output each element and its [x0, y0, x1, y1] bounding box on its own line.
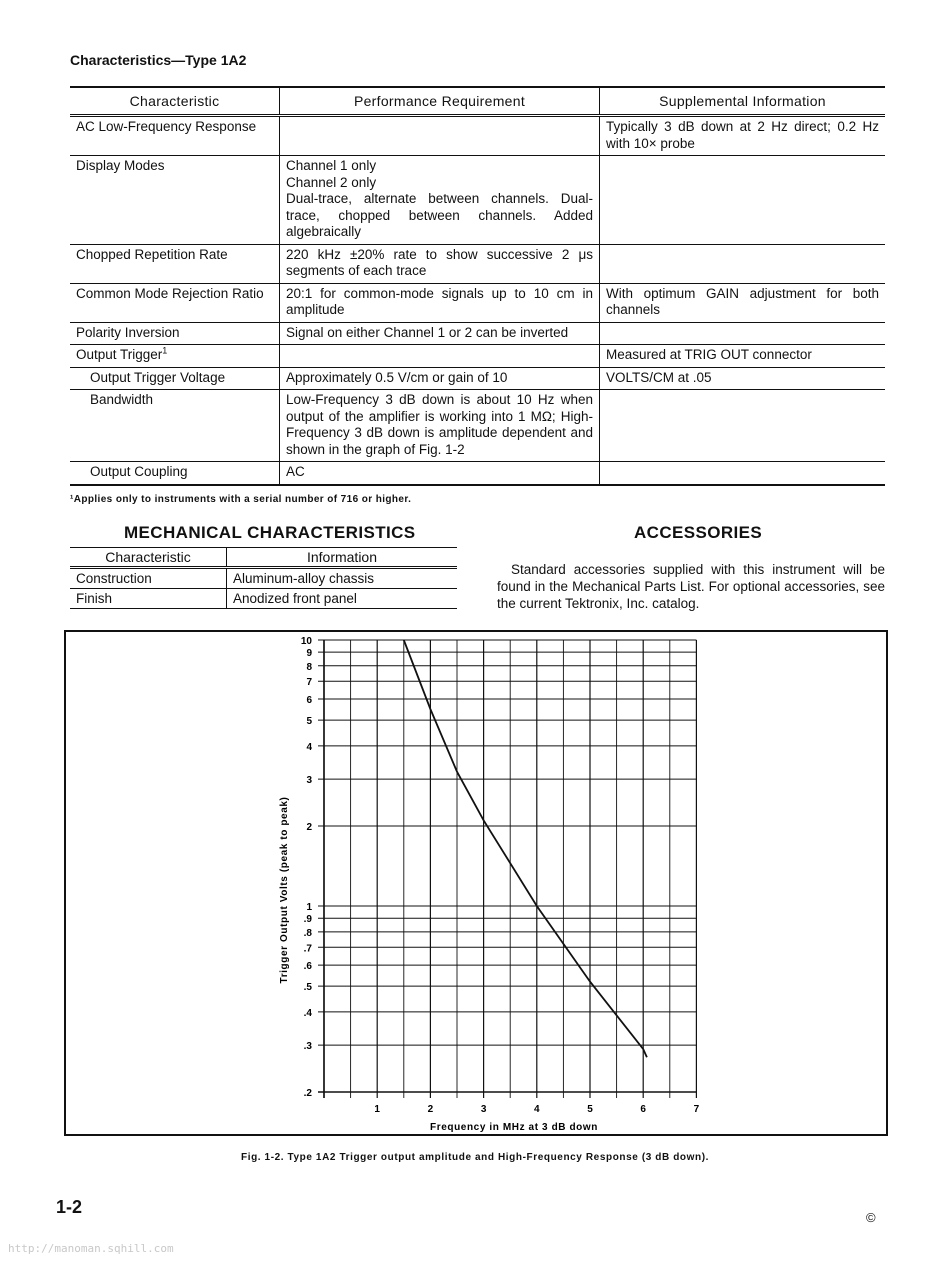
table-row [70, 462, 885, 485]
x-tick-label: 1 [374, 1104, 380, 1115]
table-footnote: ¹Applies only to instruments with a serial number of 716 or higher. [70, 494, 412, 505]
characteristic-cell: Finish [70, 589, 227, 609]
mechanical-title: MECHANICAL CHARACTERISTICS [124, 523, 416, 542]
information-cell: Anodized front panel [227, 589, 458, 609]
characteristic-cell: Construction [70, 568, 227, 589]
copyright-mark: © [866, 1210, 876, 1225]
table-row [70, 244, 885, 283]
page-number: 1-2 [56, 1197, 83, 1217]
supplemental-cell [600, 322, 886, 345]
supplemental-cell: VOLTS/CM at .05 [600, 367, 886, 390]
x-tick-label: 6 [640, 1104, 646, 1115]
performance-cell [280, 156, 600, 245]
performance-cell [280, 116, 600, 156]
y-tick-label: .5 [303, 982, 312, 994]
y-tick-label: .6 [303, 961, 312, 973]
characteristic-cell: AC Low-Frequency Response [70, 116, 280, 156]
footnote-mark: 1 [162, 345, 168, 356]
column-header: Information [227, 548, 458, 568]
running-head: Characteristics—Type 1A2 [70, 52, 247, 68]
performance-cell: 20:1 for common-mode signals up to 10 cm in amplitude [280, 283, 600, 322]
y-tick-label: .8 [303, 927, 312, 939]
table-header-row [70, 548, 457, 568]
column-header: Characteristic [70, 548, 227, 568]
display-mode-line: Dual-trace, alternate between channels. Dual-trace, chopped between channels. Added algebraically [286, 191, 593, 239]
watermark-url: http://manoman.sqhill.com [8, 1242, 174, 1255]
x-tick-labels [374, 1104, 699, 1115]
y-tick-label: .9 [303, 914, 312, 926]
column-header: Supplemental Information [600, 87, 886, 116]
y-tick-label: .2 [303, 1088, 312, 1099]
table-header-row [70, 87, 885, 116]
x-tick-label: 3 [480, 1104, 487, 1115]
y-tick-label: .3 [303, 1041, 312, 1053]
y-tick-label: 6 [306, 695, 312, 707]
trigger-output-chart [66, 632, 886, 1134]
x-tick-label: 5 [587, 1104, 593, 1115]
characteristic-cell: Output Trigger Voltage [70, 367, 280, 390]
table-row [70, 345, 885, 368]
y-tick-label: 8 [306, 661, 312, 673]
supplemental-cell: Typically 3 dB down at 2 Hz direct; 0.2 Hz with 10× probe [600, 116, 886, 156]
table-row [70, 283, 885, 322]
supplemental-cell: With optimum GAIN adjustment for both channels [600, 283, 886, 322]
y-tick-label: 3 [306, 775, 312, 787]
table-row [70, 589, 457, 609]
accessories-text: Standard accessories supplied with this instrument will be found in the Mechanical Parts List. For optional accessories, see the current Tektronix, Inc. catalog. [497, 562, 885, 611]
characteristic-label: Output Trigger [76, 347, 163, 362]
table-row [70, 156, 885, 245]
table-row [70, 390, 885, 462]
performance-cell: 220 kHz ±20% rate to show successive 2 μs segments of each trace [280, 244, 600, 283]
supplemental-cell: Measured at TRIG OUT connector [600, 345, 886, 368]
mechanical-table [70, 547, 457, 609]
chart-grid [318, 640, 696, 1098]
information-cell: Aluminum-alloy chassis [227, 568, 458, 589]
characteristic-cell: Output Coupling [70, 462, 280, 485]
supplemental-cell [600, 244, 886, 283]
performance-cell: Approximately 0.5 V/cm or gain of 10 [280, 367, 600, 390]
display-mode-line: Channel 2 only [286, 174, 377, 190]
supplemental-cell [600, 462, 886, 485]
performance-cell: AC [280, 462, 600, 485]
performance-cell: Low-Frequency 3 dB down is about 10 Hz when output of the amplifier is working into 1 MΩ; High-Frequency 3 dB down is amplitude dependent and shown in the graph of Fig. 1-2 [280, 390, 600, 462]
y-tick-label: 10 [300, 636, 312, 647]
column-header: Performance Requirement [280, 87, 600, 116]
y-tick-label: 9 [306, 648, 312, 660]
y-tick-label: .4 [303, 1007, 312, 1019]
characteristics-table [70, 86, 885, 486]
characteristic-cell: Bandwidth [70, 390, 280, 462]
y-tick-label: 1 [306, 902, 312, 914]
column-header: Characteristic [70, 87, 280, 116]
x-tick-label: 2 [427, 1104, 434, 1115]
y-axis-label: Trigger Output Volts (peak to peak) [279, 796, 290, 984]
y-tick-label: 5 [306, 716, 312, 728]
y-tick-label: 7 [306, 677, 312, 689]
graph-frame [64, 630, 888, 1136]
display-mode-line: Channel 1 only [286, 158, 377, 173]
table-row [70, 322, 885, 345]
y-tick-label: 4 [306, 741, 312, 753]
response-curve [404, 640, 647, 1057]
x-tick-label: 4 [534, 1104, 540, 1115]
characteristic-cell: Polarity Inversion [70, 322, 280, 345]
y-tick-label: .7 [303, 943, 312, 955]
figure-caption: Fig. 1-2. Type 1A2 Trigger output amplitude and High-Frequency Response (3 dB down). [240, 1152, 710, 1163]
characteristic-cell: Chopped Repetition Rate [70, 244, 280, 283]
characteristic-cell: Common Mode Rejection Ratio [70, 283, 280, 322]
supplemental-cell [600, 390, 886, 462]
accessories-title: ACCESSORIES [634, 523, 763, 542]
characteristic-cell: Display Modes [70, 156, 280, 245]
table-row [70, 568, 457, 589]
x-tick-label: 7 [693, 1104, 700, 1115]
performance-cell [280, 345, 600, 368]
characteristic-cell [70, 345, 280, 368]
supplemental-cell [600, 156, 886, 245]
table-row [70, 367, 885, 390]
performance-cell: Signal on either Channel 1 or 2 can be inverted [280, 322, 600, 345]
table-row [70, 116, 885, 156]
chart-axes [318, 640, 696, 1098]
y-tick-labels [301, 636, 313, 1099]
y-tick-label: 2 [306, 821, 312, 833]
x-axis-label: Frequency in MHz at 3 dB down [430, 1122, 598, 1133]
